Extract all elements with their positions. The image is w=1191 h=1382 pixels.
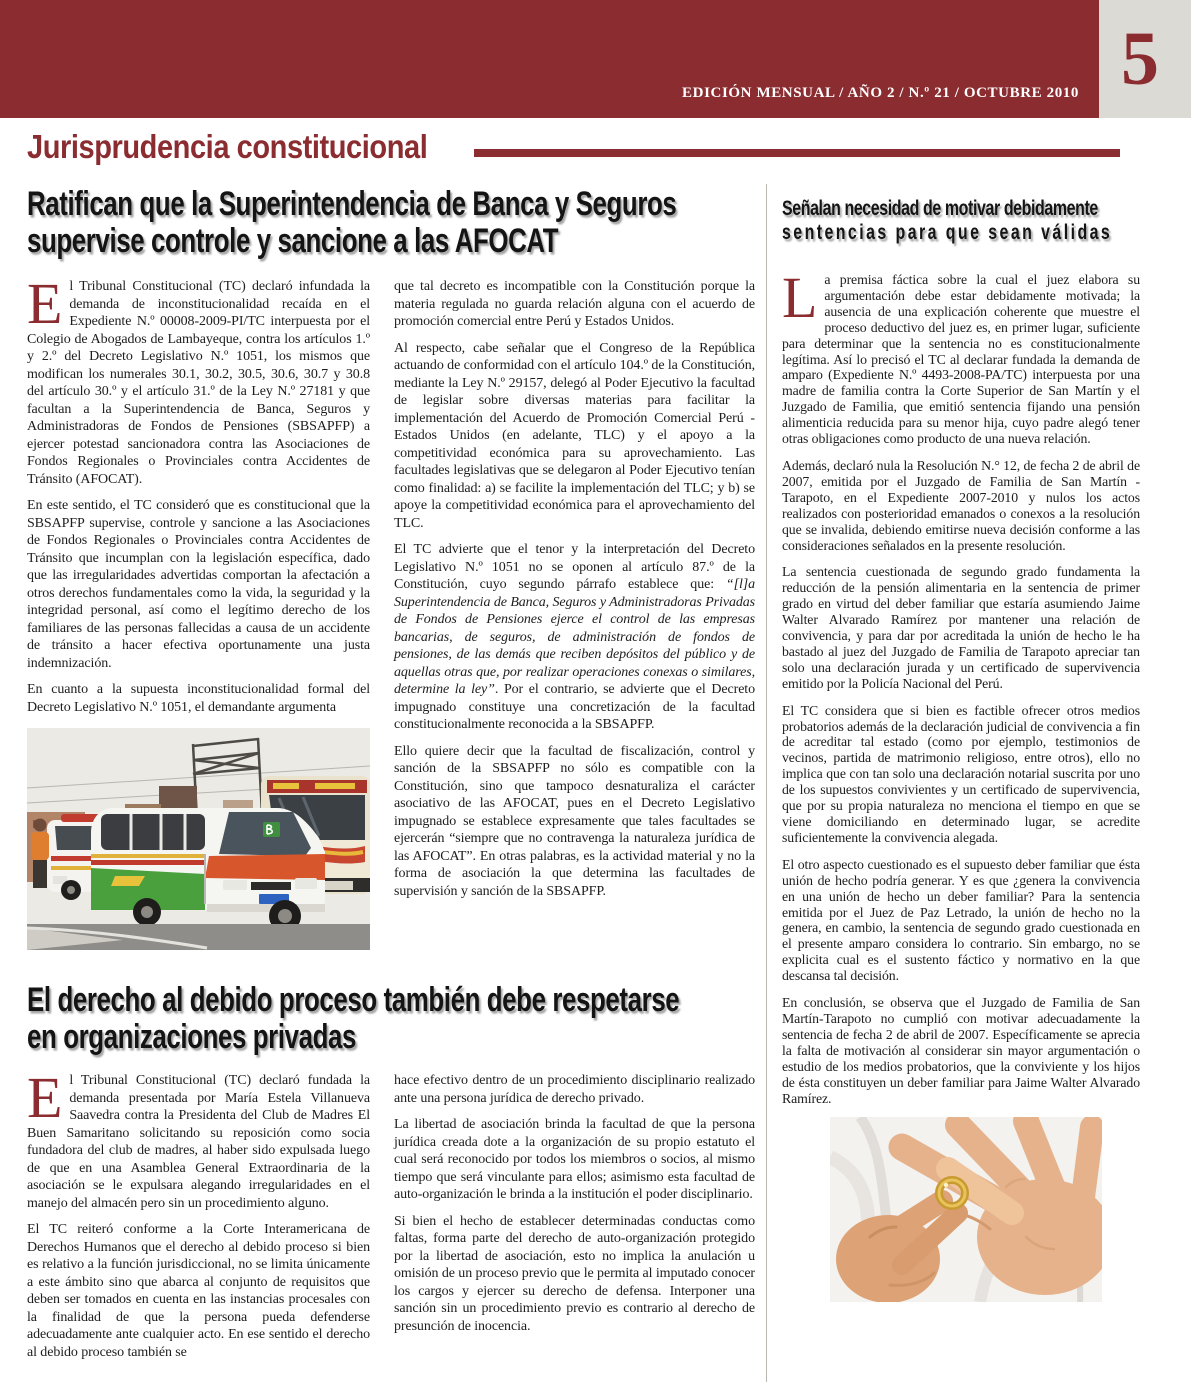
masthead-bar [0, 0, 1099, 118]
debido-proceso-headline-line2: en organizaciones privadas [27, 1018, 357, 1056]
edition-info: EDICIÓN MENSUAL / AÑO 2 / N.º 21 / OCTUBRE 2010 [682, 85, 1079, 101]
afocat-column-2 [394, 278, 755, 909]
quote-intro: El TC advierte que el tenor y la interpretación del Decreto Legislativo N.º 1051 no se oponen al artículo 87.º de la Constitución, cuyo segundo párrafo establece que: [394, 542, 755, 592]
debido-proceso-p1-text: l Tribunal Constitucional (TC) declaró fundada la demanda presentada por María Estela Villanueva Saavedra contra la Presidenta del Club de Madres El Buen Samaritano solicitando su reposición como socia fundadora del club de madres, al haber sido expulsada luego de que en una Asamblea General Extraordinaria de la asociación se le expulsara alegando irregularidades en el manejo del almacén pero sin un procedimiento alguno. [27, 1073, 370, 1211]
afocat-headline-line2: supervise controle y sancione a las AFOCAT [27, 222, 559, 260]
debido-proceso-dropcap: E [27, 1065, 63, 1130]
afocat-headline [27, 186, 881, 260]
afocat-paragraph: que tal decreto es incompatible con la Constitución porque la materia regulada no guarda relación alguna con el acuerdo de promoción comercial entre Perú y Estados Unidos. [394, 279, 755, 329]
afocat-dropcap: E [27, 271, 63, 336]
afocat-paragraph-with-quote [394, 541, 755, 734]
afocat-headline-line1: Ratifican que la Superintendencia de Banca y Seguros [27, 185, 677, 223]
afocat-paragraph: En cuanto a la supuesta inconstitucionalidad formal del Decreto Legislativo N.º 1051, el demandante argumenta [27, 682, 370, 715]
sentencias-column [782, 265, 1140, 1302]
sentencias-headline-line1: Señalan necesidad de motivar debidamente [782, 196, 1098, 220]
debido-proceso-paragraph [27, 1065, 370, 1212]
sentencias-paragraph: El otro aspecto cuestionado es el supuesto deber familiar que ésta unión de hecho podría generar. Y es que ¿genera la convivencia en una unión de hecho un deber familiar? Para la sentencia emitida por el Juez de Paz Letrado, la unión de hecho no la genera, en cambio, la sentencia de segundo grado cuestionada en el presente amparo considera lo contrario. Sin embargo, no se explicita cual es el sustento fáctico y normativo en la que descansa tal decisión. [782, 856, 1140, 984]
street-buses-photo [27, 728, 370, 950]
quote-outro: . Por el contrario, se advierte que el Decreto impugnado constituye una concretización de la facultad constitucionalmente reconocida a la SBSAPFP. [394, 682, 755, 732]
afocat-p1-text: l Tribunal Constitucional (TC) declaró infundada la demanda de inconstitucionalidad recaída en el Expediente N.º 00008-2009-PI/TC interpuesta por el Colegio de Abogados de Lambayeque, contra los artículos 1.º y 2.º del Decreto Legislativo N.º 1051, los mismos que modifican los numerales 30.1, 30.2, 30.5, 30.6, 30.7 y 30.8 del artículo 30.º y el artículo 31.º de la Ley N.º 27181 y que facultan a la Superintendencia de Banca, Seguros y Administradoras de Fondos de Pensiones (SBSAPFP) a ejercer potestad sancionadora contra las Asociaciones de Fondos Regionales o Provinciales contra Accidentes de Tránsito (AFOCAT). [27, 279, 370, 487]
afocat-column-1 [27, 271, 370, 950]
debido-proceso-paragraph: Si bien el hecho de establecer determinadas conductas como faltas, forma parte del derecho de auto-organización protegido por la libertad de asociación, esto no implica la anulación u omisión de un proceso previo que le permita al imputado conocer los cargos y ejercer su derecho de defensa. Interponer una sanción sin un procedimiento previo es contrario al derecho de presunción de inocencia. [394, 1213, 755, 1334]
sentencias-p1-text: a premisa fáctica sobre la cual el juez elabora su argumentación debe estar debidamente motivada; la ausencia de una explicación coherente que muestre el proceso deductivo del juez es, en primer lugar, suficiente para determinar que la sentencia no es constitucionalmente legítima. Así lo precisó el TC al declarar fundada la demanda de amparo (Expediente N.º 4493-2008-PA/TC) interpuesta por una madre de familia contra la Corte Superior de San Martín y el Juzgado de Familia, que emitió sentencia fijando una pensión alimenticia reducida para su menor hija, cuyo padre alegó tener otras obligaciones como producto de una nueva relación. [782, 272, 1140, 447]
debido-proceso-headline-line1: El derecho al debido proceso también debe respetarse [27, 981, 680, 1019]
afocat-paragraph: Ello quiere decir que la facultad de fiscalización, control y sanción de la SBSAPFP no sólo es compatible con la Constitución, sino que tampoco desnaturaliza el carácter asociativo de las AFOCAT, pues en el Decreto Legislativo impugnado se establece expresamente que tales facultades se ejercerán “siempre que no contravenga la naturaleza jurídica de las AFOCAT”. En otras palabras, es la actividad material y no la forma de asociación la que determina las facultades de supervisión y sanción de la SBSAPFP. [394, 743, 755, 899]
debido-proceso-column-2 [394, 1072, 755, 1344]
sentencias-paragraph: La sentencia cuestionada de segundo grado fundamenta la reducción de la pensión alimentaria en la sentencia de primer grado en virtud del deber familiar que estaría asumiendo Jaime Walter Alvarado Ramírez por mantener una relación de convivencia, y para dar por acreditada la unión de hecho le ha bastado al juez del Juzgado de Familia de Tarapoto apreciar tan solo una declaración jurada y un certificado de supervivencia emitido por la Policía Nacional del Perú. [782, 564, 1140, 691]
debido-proceso-paragraph: El TC reiteró conforme a la Corte Interamericana de Derechos Humanos que el derecho al debido proceso si bien es relativo a la función jurisdiccional, no se limita únicamente a este ámbito sino que abarca al conjunto de requisitos que deben ser tomados en cuenta en las instancias procesales con la finalidad de que la persona pueda defenderse adecuadamente ante cualquier acto. En ese sentido el derecho al debido proceso también se [27, 1222, 370, 1360]
sentencias-dropcap: L [782, 265, 818, 330]
sentencias-paragraph: En conclusión, se observa que el Juzgado de Familia de San Martín-Tarapoto no cumplió con motivar adecuadamente la sentencia de fecha 2 de abril de 2007. Específicamente se aprecia la falta de motivación al considerar sin mayor argumentación o estudio de los medios probatorios, que la conviviente y los hijos de ésta constituyen un deber familiar para Jaime Walter Alvarado Ramírez. [782, 995, 1140, 1106]
debido-proceso-paragraph: hace efectivo dentro de un procedimiento disciplinario realizado ante una persona jurídica de derecho privado. [394, 1073, 755, 1106]
debido-proceso-headline [27, 982, 885, 1056]
sentencias-headline [782, 196, 1191, 244]
sentencias-paragraph: El TC considera que si bien es factible ofrecer otros medios probatorios además de la declaración judicial de convivencia a fin de acreditar tal estado (como por ejemplo, testimonios de vecinos, partida de matrimonio religioso, entre otros), ello no implica que con tan solo una declaración notarial suscrita por uno de los supuestos convivientes y un certificado de supervivencia, que por su propia naturaleza no menciona el tiempo en que se viene domiciliando en determinado lugar, se acredite suficientemente la convivencia alegada. [782, 702, 1140, 845]
section-rule [474, 149, 1120, 157]
sentencias-paragraph: Además, declaró nula la Resolución N.° 12, de fecha 2 de abril de 2007, emitida por el Juzgado de Familia de San Martín - Tarapoto, en el Expediente 2007-2010 y nulos los actos realizados con posterioridad emanados o conexos a la resolución que se invalida, debiendo emitirse nueva decisión conforme a las consideraciones señalados en la presente resolución. [782, 457, 1140, 553]
constitution-quote: “[l]a Superintendencia de Banca, Seguros y Administradoras Privadas de Fondos de Pensiones ejerce el control de las empresas bancarias, de seguros, de administración de fondos de pensiones, de las demás que reciben depósitos del público y de aquellas otras que, por realizar operaciones conexas o similares, determine la ley” [394, 577, 755, 697]
hands-removing-wedding-ring-photo [830, 1117, 1102, 1302]
afocat-paragraph: En este sentido, el TC consideró que es constitucional que la SBSAPFP supervise, controle y sancione a las Asociaciones de Fondos Regionales o Provinciales contra Accidentes de Tránsito que incumplan con la legislación específica, dado que las irregularidades advertidas comportan la afectación a otros derechos fundamentales como la vida, la seguridad y la integridad personal, así como el legítimo derecho de los familiares de las personas fallecidas a causa de un accidente de tránsito a hacer efectiva oportunamente una justa indemnización. [27, 498, 370, 671]
page-number: 5 [1121, 17, 1159, 101]
debido-proceso-paragraph: La libertad de asociación brinda la facultad de que la persona jurídica creada dote a la organización de su propio estatuto el cual será reconocido por todos los miembros o socios, al mismo tiempo que será vinculante para ellos; asimismo esta facultad de auto-organización le brinda a la institución el poder disciplinario. [394, 1117, 755, 1202]
afocat-paragraph [27, 271, 370, 488]
page-number-box [1099, 0, 1191, 118]
section-title: Jurisprudencia constitucional [27, 128, 428, 165]
afocat-paragraph: Al respecto, cabe señalar que el Congreso de la República actuando de conformidad con el artículo 104.º de la Constitución, mediante la Ley N.º 29157, delegó al Poder Ejecutivo la facultad de legislar sobre diversas materias para facilitar la implementación del Acuerdo de Promoción Comercial Perú - Estados Unidos (en adelante, TLC) y el apoyo a la competitividad económica para su aprovechamiento. Las facultades legislativas que se delegaron al Poder Ejecutivo tenían como finalidad: a) se facilite la implementación del TLC; y b) se apoye la competitividad económica para el aprovechamiento del TLC. [394, 340, 755, 531]
sentencias-headline-line2: sentencias para que sean válidas [782, 220, 1113, 244]
column-divider [766, 184, 767, 1382]
sentencias-paragraph [782, 265, 1140, 447]
debido-proceso-column-1 [27, 1065, 370, 1370]
